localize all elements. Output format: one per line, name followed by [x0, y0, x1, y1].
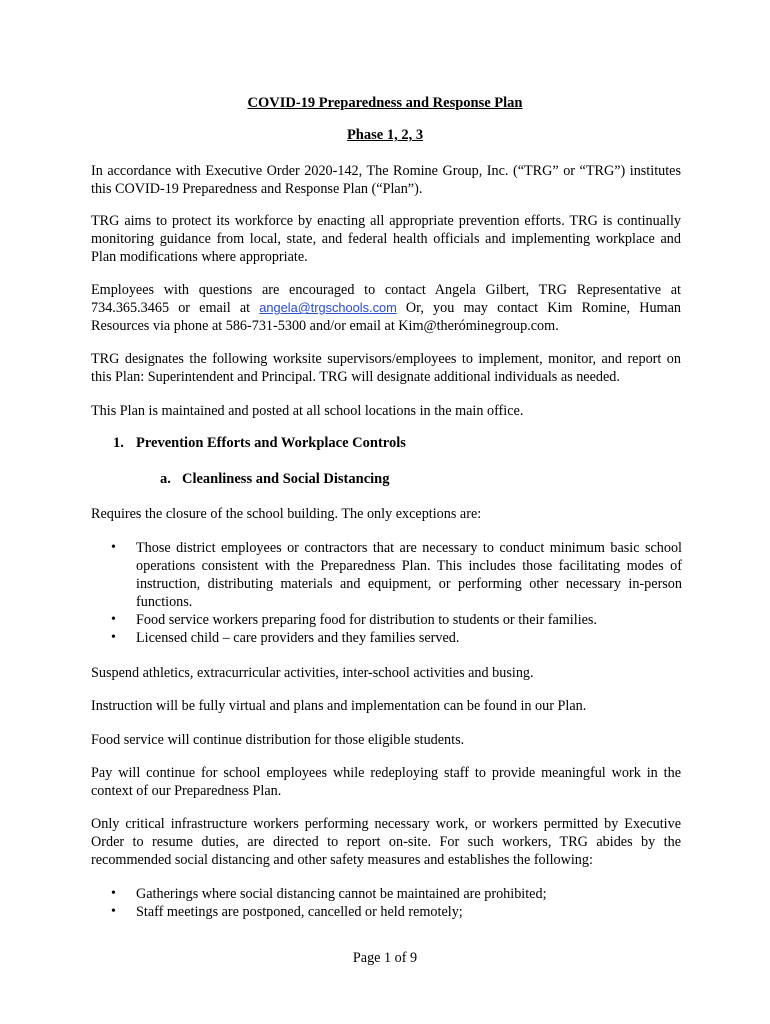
list-item: • Licensed child – care providers and they families served.: [111, 630, 460, 646]
list-item: • Food service workers preparing food for distribution to students or their families.: [111, 612, 597, 628]
bullet-icon: •: [111, 904, 116, 919]
suspend-paragraph: Suspend athletics, extracurricular activities, inter-school activities and busing.: [91, 665, 534, 681]
aims-paragraph: TRG aims to protect its workforce by enacting all appropriate prevention efforts. TRG is continually monitoring guidance from local, state, and federal health officials and implementing workplace and Plan modifications where appropriate.: [91, 213, 681, 266]
measures-list: [111, 885, 682, 921]
section-1a-letter: a.: [160, 471, 171, 487]
section-1a-title: Cleanliness and Social Distancing: [182, 471, 390, 487]
list-item: • Those district employees or contractors that are necessary to conduct minimum basic school operations consistent with the Preparedness Plan. This includes those facilitating modes of instruction, distributing materials and equipment, or performing other necessary in-person functions.: [111, 540, 682, 610]
pay-paragraph: Pay will continue for school employees while redeploying staff to provide meaningful work in the context of our Preparedness Plan.: [91, 765, 681, 800]
food-paragraph: Food service will continue distribution for those eligible students.: [91, 732, 465, 748]
critical-paragraph: Only critical infrastructure workers performing necessary work, or workers permitted by Executive Order to resume duties, are directed to report on-site. For such workers, TRG abides by the recommended social distancing and other safety measures and establishes the following:: [91, 816, 681, 869]
document-title: COVID-19 Preparedness and Response Plan: [247, 95, 523, 111]
designates-paragraph: TRG designates the following worksite supervisors/employees to implement, monitor, and report on this Plan: Superintendent and Principal. TRG will designate additional individuals as needed.: [91, 351, 681, 386]
list-item: • Gatherings where social distancing cannot be maintained are prohibited;: [111, 886, 547, 902]
document-subtitle: Phase 1, 2, 3: [346, 127, 424, 143]
closure-paragraph: Requires the closure of the school building. The only exceptions are:: [91, 506, 482, 522]
section-1-title: Prevention Efforts and Workplace Controls: [136, 435, 406, 451]
contact-text-end: Or, you may contact Kim Romine, Human Resources via phone at 586-731-5300 and/or email at Kim@theróminegroup.com.: [91, 300, 681, 335]
email-link[interactable]: angela@trgschools.com: [259, 300, 397, 316]
bullet-icon: •: [111, 612, 116, 627]
exceptions-list: [111, 539, 682, 647]
page-number: Page 1 of 9: [352, 950, 418, 966]
section-1-heading: [113, 435, 406, 452]
section-1-number: 1.: [113, 435, 124, 451]
intro-paragraph: In accordance with Executive Order 2020-142, The Romine Group, Inc. (“TRG” or “TRG”) institutes this COVID-19 Preparedness and Response Plan (“Plan”).: [91, 163, 681, 198]
list-item: • Staff meetings are postponed, cancelled or held remotely;: [111, 904, 463, 920]
bullet-icon: •: [111, 630, 116, 645]
maintained-paragraph: This Plan is maintained and posted at all school locations in the main office.: [91, 403, 524, 419]
contact-paragraph: [91, 281, 681, 336]
instruction-paragraph: Instruction will be fully virtual and plans and implementation can be found in our Plan.: [91, 698, 587, 714]
bullet-icon: •: [111, 540, 116, 555]
contact-text-start: Employees with questions are encouraged to contact Angela Gilbert, TRG Representative at 734.365.3465 or email at: [91, 282, 681, 317]
bullet-icon: •: [111, 886, 116, 901]
section-1a-heading: [160, 471, 389, 488]
